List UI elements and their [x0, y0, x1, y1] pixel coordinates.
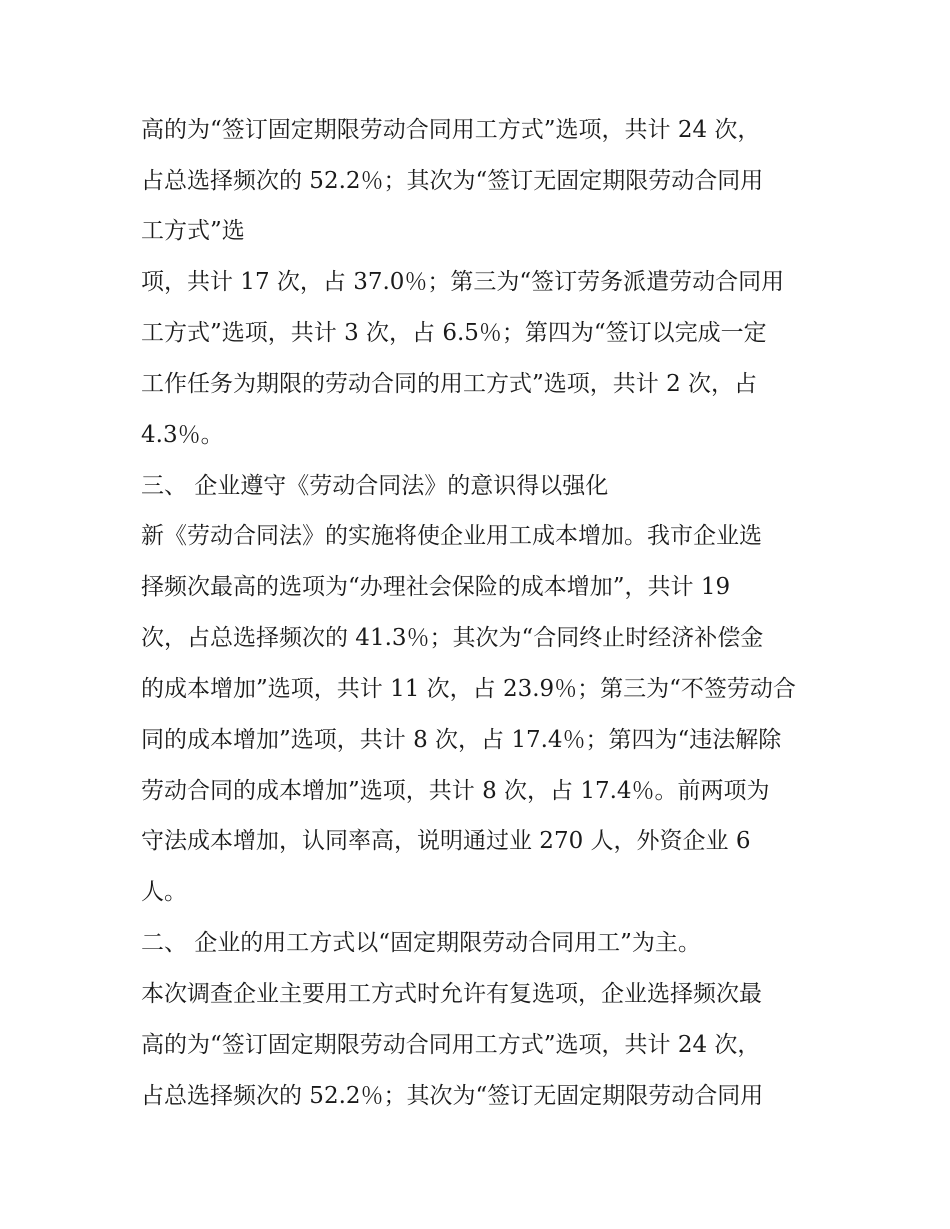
text-line: 守法成本增加，认同率高，说明通过业 270 人，外资企业 6: [141, 828, 751, 854]
text-line: 人。: [141, 879, 187, 905]
text-line: 新《劳动合同法》的实施将使企业用工成本增加。我市企业选: [141, 523, 762, 549]
text-line: 高的为“签订固定期限劳动合同用工方式”选项，共计 24 次，: [141, 1032, 761, 1058]
text-line: 4.3％。: [141, 422, 224, 448]
text-line: 占总选择频次的 52.2％；其次为“签订无固定期限劳动合同用: [141, 1083, 764, 1109]
text-line: 本次调查企业主要用工方式时允许有复选项，企业选择频次最: [141, 981, 762, 1007]
text-line: 项，共计 17 次，占 37.0％；第三为“签订劳务派遣劳动合同用: [141, 269, 785, 295]
text-line: 高的为“签订固定期限劳动合同用工方式”选项，共计 24 次，: [141, 117, 761, 143]
text-line: 工方式”选项，共计 3 次，占 6.5％；第四为“签订以完成一定: [141, 320, 767, 346]
text-line: 劳动合同的成本增加”选项，共计 8 次，占 17.4％。前两项为: [141, 778, 770, 804]
section-heading: 三、 企业遵守《劳动合同法》的意识得以强化: [141, 473, 609, 499]
text-line: 择频次最高的选项为“办理社会保险的成本增加”，共计 19: [141, 574, 731, 600]
text-line: 工作任务为期限的劳动合同的用工方式”选项，共计 2 次，占: [141, 371, 758, 397]
text-line: 的成本增加”选项，共计 11 次，占 23.9％；第三为“不签劳动合: [141, 676, 796, 702]
section-heading: 二、 企业的用工方式以“固定期限劳动合同用工”为主。: [141, 930, 701, 956]
text-line: 工方式”选: [141, 218, 245, 244]
text-line: 同的成本增加”选项，共计 8 次，占 17.4％；第四为“违法解除: [141, 727, 782, 753]
text-line: 占总选择频次的 52.2％；其次为“签订无固定期限劳动合同用: [141, 168, 764, 194]
text-line: 次，占总选择频次的 41.3％；其次为“合同终止时经济补偿金: [141, 625, 764, 651]
